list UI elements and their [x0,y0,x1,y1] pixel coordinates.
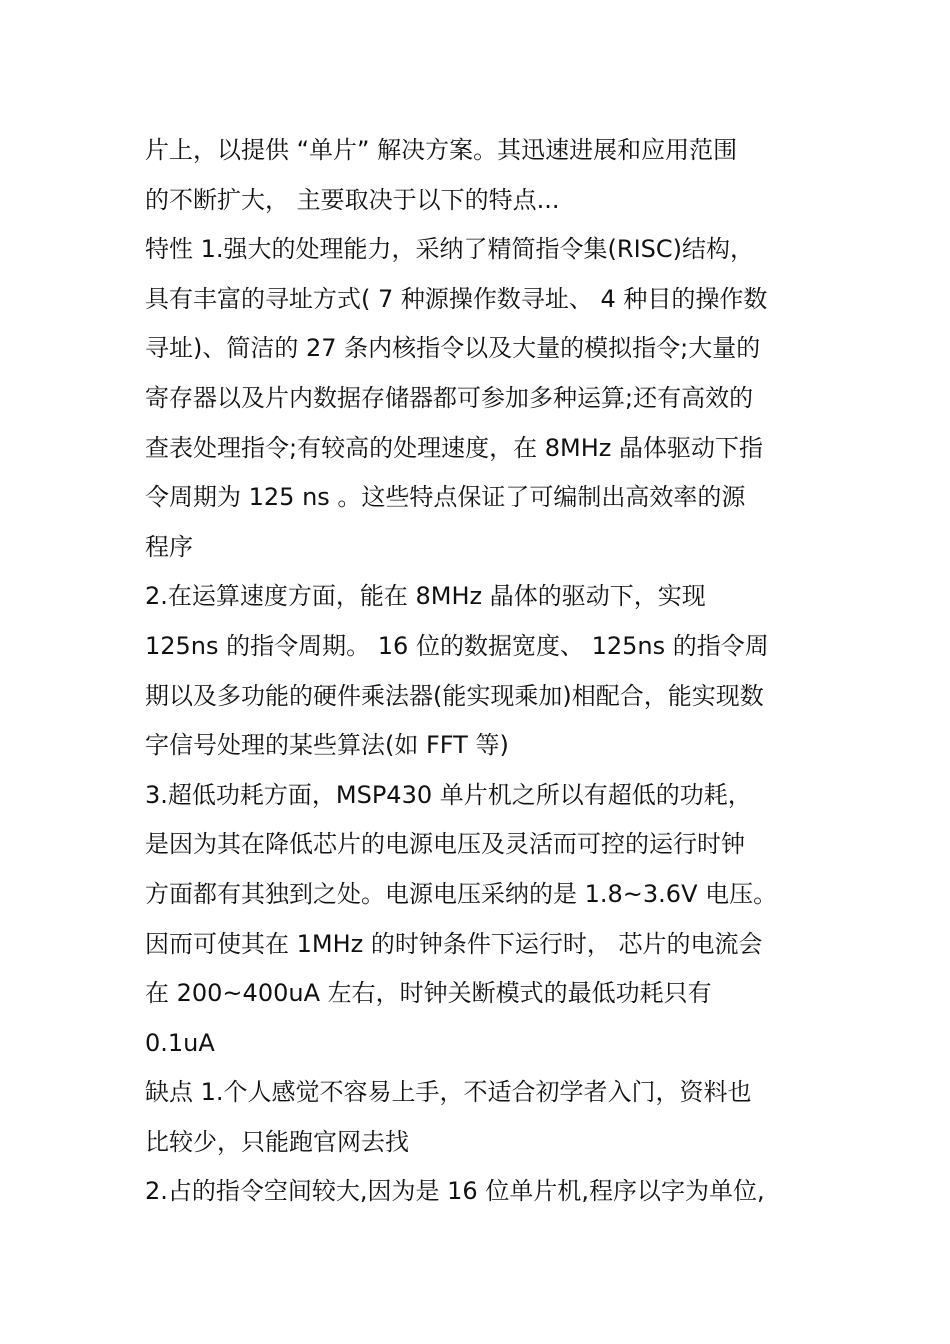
text-line: 查表处理指令;有较高的处理速度，在 8MHz 晶体驱动下指 [145,433,763,462]
text-line: 片上，以提供 “单片” 解决方案。其迅速进展和应用范围 [145,136,738,164]
text-line: 3.超低功耗方面，MSP430 单片机之所以有超低的功耗， [145,780,752,809]
text-line: 2.在运算速度方面，能在 8MHz 晶体的驱动下，实现 [145,582,706,611]
text-line: 2.占的指令空间较大,因为是 16 位单片机,程序以字为单位, [145,1177,765,1206]
text-line: 程序 [145,532,193,561]
text-line: 期以及多功能的硬件乘法器(能实现乘加)相配合，能实现数 [145,681,764,710]
text-line: 具有丰富的寻址方式( 7 种源操作数寻址、 4 种目的操作数 [145,284,768,313]
text-line: 0.1uA [145,1028,215,1057]
text-line: 缺点 1.个人感觉不容易上手，不适合初学者入门，资料也 [145,1078,752,1107]
text-line: 125ns 的指令周期。 16 位的数据宽度、 125ns 的指令周 [145,631,769,660]
text-line: 是因为其在降低芯片的电源电压及灵活而可控的运行时钟 [145,830,745,859]
document-body [145,126,825,1217]
text-line: 方面都有其独到之处。电源电压采纳的是 1.8~3.6V 电压。 [145,879,778,908]
text-line: 的不断扩大， 主要取决于以下的特点... [145,185,560,214]
text-line: 寻址)、简洁的 27 条内核指令以及大量的模拟指令;大量的 [145,334,761,363]
text-line: 令周期为 125 ns 。这些特点保证了可编制出高效率的源 [145,483,746,512]
text-line: 比较少，只能跑官网去找 [145,1127,409,1156]
text-line: 寄存器以及片内数据存储器都可参加多种运算;还有高效的 [145,383,754,412]
text-line: 特性 1.强大的处理能力，采纳了精简指令集(RISC)结构， [145,235,754,264]
text-line: 字信号处理的某些算法(如 FFT 等) [145,731,509,760]
text-line: 因而可使其在 1MHz 的时钟条件下运行时， 芯片的电流会 [145,929,763,958]
text-line: 在 200~400uA 左右，时钟关断模式的最低功耗只有 [145,979,712,1008]
